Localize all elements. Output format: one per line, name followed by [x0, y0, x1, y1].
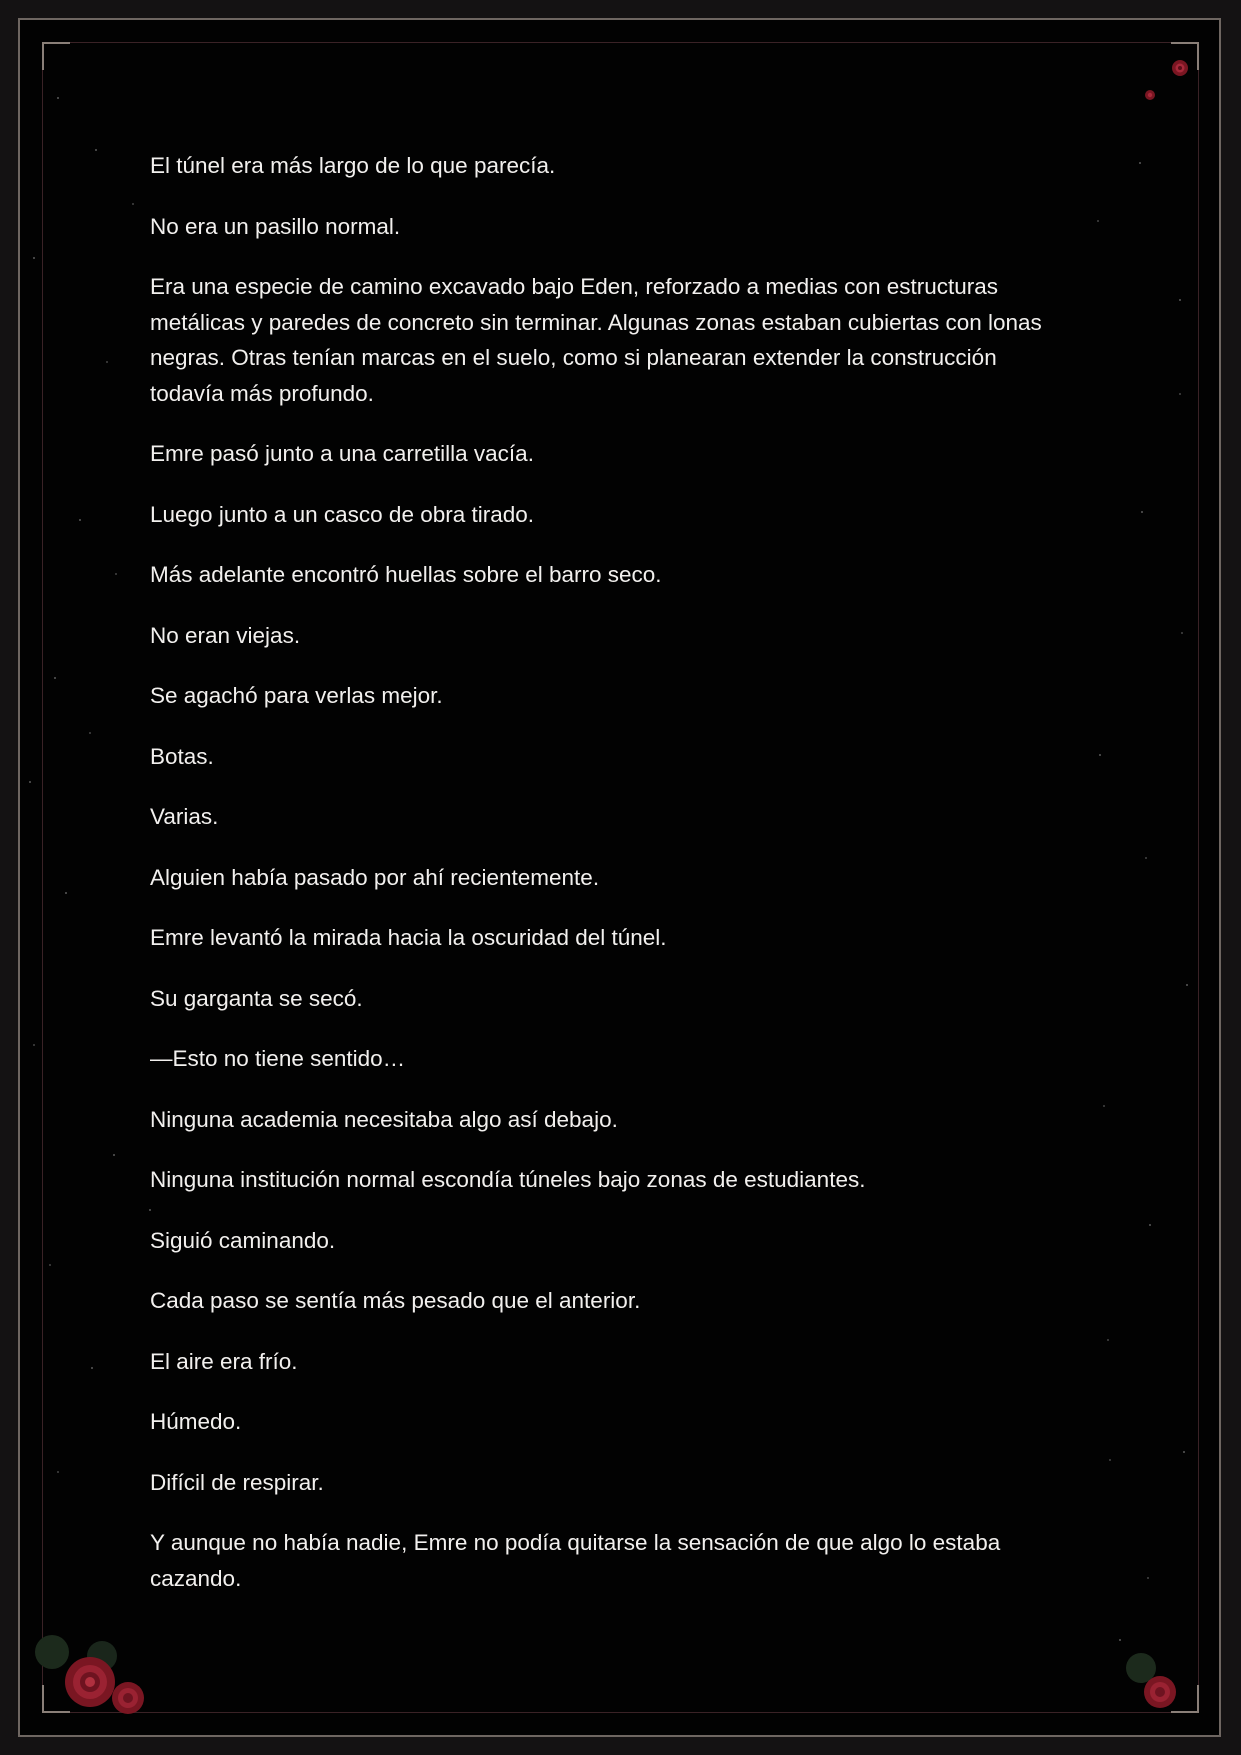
paragraph: Húmedo. [150, 1409, 242, 1434]
paragraph: Emre pasó junto a una carretilla vacía. [150, 441, 534, 466]
paragraph: No era un pasillo normal. [150, 213, 401, 239]
paragraph: Luego junto a un casco de obra tirado. [150, 501, 535, 527]
paragraph: Emre levantó la mirada hacia la oscuridad del túnel. [150, 925, 667, 950]
paragraph: Siguió caminando. [150, 1227, 336, 1253]
paragraph: —Esto no tiene sentido… [150, 1046, 406, 1071]
paragraph: Botas. [150, 743, 214, 769]
rose-bottom-right-icon [1126, 1653, 1176, 1708]
rose-cluster-bottom-left-icon [35, 1635, 144, 1714]
paragraph: Cada paso se sentía más pesado que el anterior. [150, 1288, 641, 1313]
paragraph: Varias. [150, 804, 219, 829]
paragraph: El aire era frío. [150, 1348, 298, 1374]
paragraph: No eran viejas. [150, 622, 301, 648]
paragraph: Ninguna institución normal escondía túneles bajo zonas de estudiantes. [150, 1167, 866, 1192]
rose-top-right-icon [1145, 60, 1188, 100]
paragraph: Su garganta se secó. [150, 985, 363, 1011]
paragraph: Ninguna academia necesitaba algo así debajo. [150, 1106, 618, 1132]
paragraph: Y aunque no había nadie, Emre no podía quitarse la sensación de que algo lo estaba cazando. [150, 1530, 1001, 1591]
paragraph: Alguien había pasado por ahí recientemente. [150, 864, 600, 890]
paragraph: El túnel era más largo de lo que parecía. [150, 153, 556, 178]
paragraph: Más adelante encontró huellas sobre el barro seco. [150, 562, 662, 587]
paragraph: Se agachó para verlas mejor. [150, 683, 443, 708]
paragraph: Difícil de respirar. [150, 1469, 324, 1495]
paragraph: Era una especie de camino excavado bajo Eden, reforzado a medias con estructuras metálicas y paredes de concreto sin terminar. Algunas zonas estaban cubiertas con lonas negras. Otras tenían marcas en el suelo, como si planearan extender la construcción todavía más profundo. [150, 274, 1042, 406]
